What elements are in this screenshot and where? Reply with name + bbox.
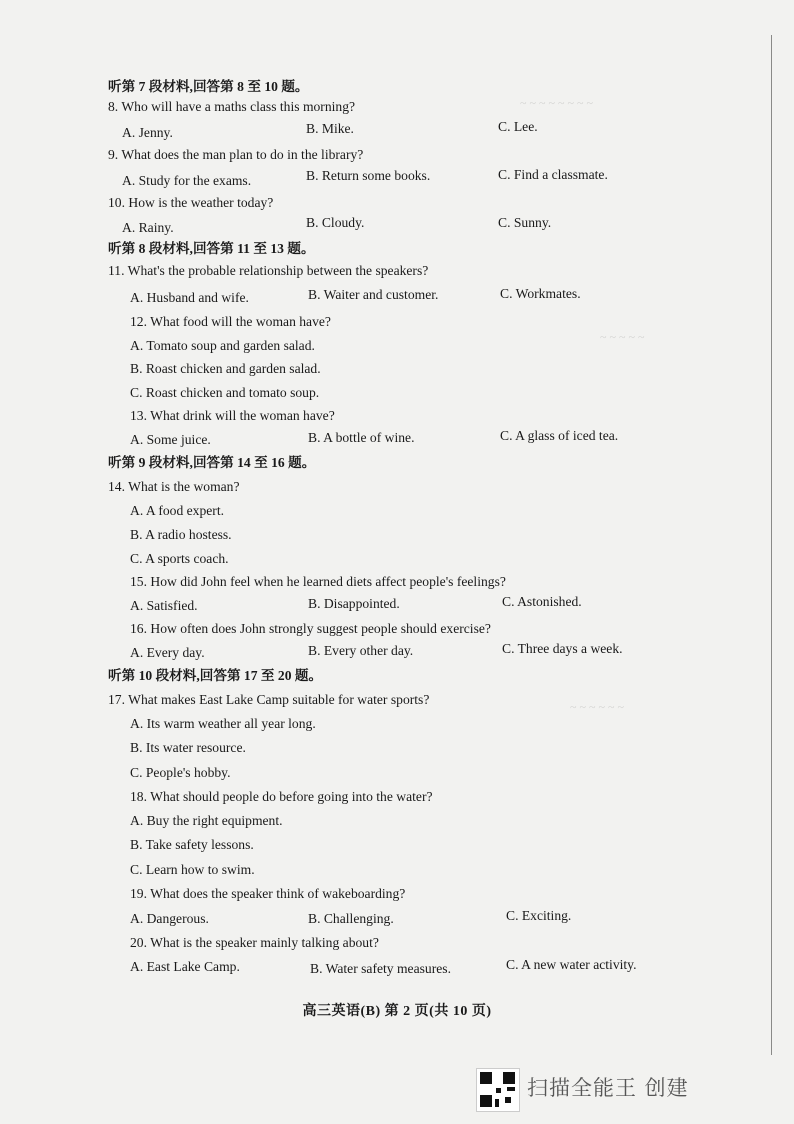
- q18-option-c: C. Learn how to swim.: [130, 862, 255, 877]
- q8-option-a: A. Jenny.: [122, 125, 173, 140]
- q14-option-a: A. A food expert.: [130, 503, 225, 518]
- question-20: 20. What is the speaker mainly talking about?: [130, 935, 379, 950]
- section-10-header: 听第 10 段材料,回答第 17 至 20 题。: [108, 668, 323, 683]
- bleed-through-text: ~ ~ ~ ~ ~ ~: [570, 700, 624, 714]
- q17-option-c: C. People's hobby.: [130, 765, 231, 780]
- question-12: 12. What food will the woman have?: [130, 314, 331, 329]
- q15-option-b: B. Disappointed.: [308, 596, 400, 611]
- q9-option-a: A. Study for the exams.: [122, 173, 252, 188]
- q18-option-b: B. Take safety lessons.: [130, 837, 254, 852]
- q11-option-a: A. Husband and wife.: [130, 290, 249, 305]
- q17-option-a: A. Its warm weather all year long.: [130, 716, 316, 731]
- q17-option-b: B. Its water resource.: [130, 740, 246, 755]
- q16-option-b: B. Every other day.: [308, 643, 414, 658]
- q19-option-b: B. Challenging.: [308, 911, 394, 926]
- question-16: 16. How often does John strongly suggest people should exercise?: [130, 621, 491, 636]
- q13-option-c: C. A glass of iced tea.: [500, 428, 619, 443]
- page-footer: 高三英语(B) 第 2 页(共 10 页): [302, 1004, 492, 1019]
- q20-option-c: C. A new water activity.: [506, 957, 637, 972]
- q9-option-b: B. Return some books.: [306, 168, 431, 183]
- q19-option-c: C. Exciting.: [506, 908, 572, 923]
- q11-option-c: C. Workmates.: [500, 286, 581, 301]
- question-9: 9. What does the man plan to do in the library?: [108, 147, 364, 162]
- q18-option-a: A. Buy the right equipment.: [130, 813, 283, 828]
- scanner-watermark: 扫描全能王 创建: [527, 1076, 689, 1100]
- q15-option-c: C. Astonished.: [502, 594, 582, 609]
- question-13: 13. What drink will the woman have?: [130, 408, 335, 423]
- q8-option-c: C. Lee.: [498, 119, 538, 134]
- q8-option-b: B. Mike.: [306, 121, 354, 136]
- qr-code-icon: [476, 1068, 520, 1112]
- q12-option-c: C. Roast chicken and tomato soup.: [130, 385, 320, 400]
- section-8-header: 听第 8 段材料,回答第 11 至 13 题。: [108, 241, 315, 256]
- question-18: 18. What should people do before going into the water?: [130, 789, 433, 804]
- section-7-header: 听第 7 段材料,回答第 8 至 10 题。: [108, 79, 309, 94]
- question-17: 17. What makes East Lake Camp suitable for water sports?: [108, 692, 430, 707]
- question-19: 19. What does the speaker think of wakeboarding?: [130, 886, 406, 901]
- q10-option-a: A. Rainy.: [122, 220, 174, 235]
- q10-option-c: C. Sunny.: [498, 215, 552, 230]
- bleed-through-text: ~ ~ ~ ~ ~: [600, 330, 645, 344]
- bleed-through-text: ~ ~ ~ ~ ~ ~ ~ ~: [520, 96, 593, 110]
- q11-option-b: B. Waiter and customer.: [308, 287, 439, 302]
- q19-option-a: A. Dangerous.: [130, 911, 209, 926]
- question-14: 14. What is the woman?: [108, 479, 240, 494]
- q16-option-a: A. Every day.: [130, 645, 205, 660]
- q20-option-a: A. East Lake Camp.: [130, 959, 240, 974]
- q15-option-a: A. Satisfied.: [130, 598, 198, 613]
- q9-option-c: C. Find a classmate.: [498, 167, 608, 182]
- question-15: 15. How did John feel when he learned diets affect people's feelings?: [130, 574, 506, 589]
- q13-option-a: A. Some juice.: [130, 432, 211, 447]
- question-8: 8. Who will have a maths class this morning?: [108, 99, 356, 114]
- q20-option-b: B. Water safety measures.: [310, 961, 451, 976]
- q13-option-b: B. A bottle of wine.: [308, 430, 415, 445]
- q16-option-c: C. Three days a week.: [502, 641, 623, 656]
- question-11: 11. What's the probable relationship between the speakers?: [108, 263, 429, 278]
- question-10: 10. How is the weather today?: [108, 195, 274, 210]
- q14-option-c: C. A sports coach.: [130, 551, 229, 566]
- section-9-header: 听第 9 段材料,回答第 14 至 16 题。: [108, 455, 316, 470]
- q12-option-a: A. Tomato soup and garden salad.: [130, 338, 315, 353]
- q14-option-b: B. A radio hostess.: [130, 527, 232, 542]
- q12-option-b: B. Roast chicken and garden salad.: [130, 361, 321, 376]
- q10-option-b: B. Cloudy.: [306, 215, 365, 230]
- page-edge-line: [771, 35, 772, 1055]
